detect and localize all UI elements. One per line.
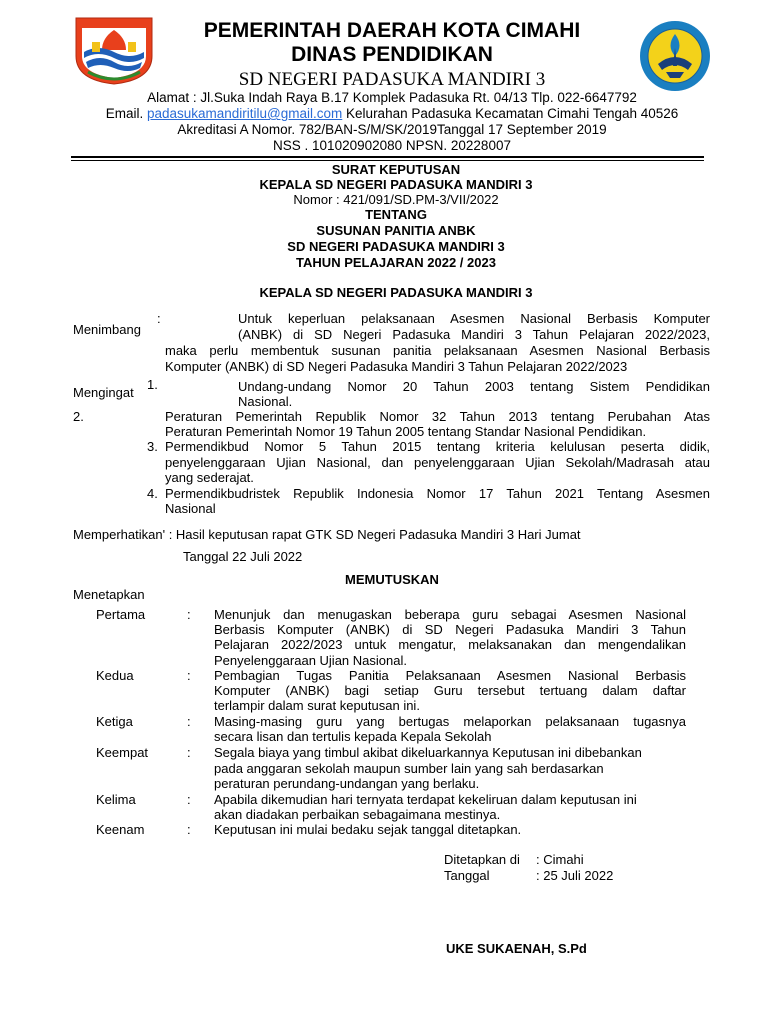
- menetapkan-label: Menetapkan: [73, 587, 145, 602]
- menimbang-colon: :: [157, 311, 161, 326]
- place-value: : Cimahi: [536, 852, 584, 867]
- decision-6-line-1: Keputusan ini mulai bedaku sejak tanggal ditetapkan.: [214, 822, 522, 837]
- menimbang-label: Menimbang: [73, 322, 141, 337]
- mengingat-item-3-line-2: penyelenggaraan Ujian Nasional, dan penyelenggaraan Ujian Sekolah/Madrasah atau: [165, 455, 710, 470]
- decision-4-colon: :: [187, 745, 191, 760]
- mengingat-item-1-line-1: Undang-undang Nomor 20 Tahun 2003 tentang Sistem Pendidikan: [238, 379, 710, 394]
- place-label: Ditetapkan di: [444, 852, 520, 867]
- school-name: SD NEGERI PADASUKA MANDIRI 3: [238, 69, 546, 90]
- decision-4-label: Keempat: [96, 745, 149, 760]
- nss-npsn-line: NSS . 101020902080 NPSN. 20228007: [273, 138, 511, 153]
- decision-4-line-3: peraturan perundang-undangan yang berlaku.: [214, 776, 480, 791]
- decision-1-line-3: Pelajaran 2022/2023 untuk mengatur, melaksanakan dan mengendalikan: [214, 637, 686, 652]
- doc-heading-issuer: KEPALA SD NEGERI PADASUKA MANDIRI 3: [259, 285, 533, 300]
- decision-1-colon: :: [187, 607, 191, 622]
- mengingat-item-2-line-1: Peraturan Pemerintah Republik Nomor 32 Tahun 2013 tentang Perubahan Atas: [165, 409, 710, 424]
- decision-2-line-3: terlampir dalam surat keputusan ini.: [214, 698, 420, 713]
- letterhead-divider-thick: [71, 156, 704, 158]
- decision-1-line-4: Penyelenggaraan Ujian Nasional.: [214, 653, 407, 668]
- decision-3-line-1: Masing-masing guru yang bertugas melaporkan pelaksanaan tugasnya: [214, 714, 686, 729]
- school-address: Alamat : Jl.Suka Indah Raya B.17 Komplek Padasuka Rt. 04/13 Tlp. 022-6647792: [147, 90, 637, 105]
- mengingat-label: Mengingat: [73, 385, 134, 400]
- signatory-name: UKE SUKAENAH, S.Pd: [446, 941, 587, 956]
- decision-6-label: Keenam: [96, 822, 145, 837]
- memutuskan-heading: MEMUTUSKAN: [345, 572, 439, 587]
- doc-number: Nomor : 421/091/SD.PM-3/VII/2022: [293, 192, 499, 207]
- doc-title: SURAT KEPUTUSAN: [331, 162, 461, 177]
- decision-3-line-2: secara lisan dan tertulis kepada Kepala Sekolah: [214, 729, 492, 744]
- decision-1-label: Pertama: [96, 607, 146, 622]
- mengingat-number-4: 4.: [147, 486, 158, 501]
- decision-1-line-2: Berbasis Komputer (ANBK) di SD Negeri Padasuka Mandiri 3 Tahun: [214, 622, 686, 637]
- decision-5-line-2: akan diadakan perbaikan sebagaimana mestinya.: [214, 807, 501, 822]
- memperhatikan-line-1: Memperhatikan' : Hasil keputusan rapat GTK SD Negeri Padasuka Mandiri 3 Hari Jumat: [73, 527, 581, 542]
- decision-1-line-1: Menunjuk dan menugaskan beberapa guru sebagai Asesmen Nasional: [214, 607, 686, 622]
- menimbang-line-2: (ANBK) di SD Negeri Padasuka Mandiri 3 Tahun Pelajaran 2022/2023,: [238, 327, 710, 342]
- decision-2-label: Kedua: [96, 668, 134, 683]
- address-suffix: Kelurahan Padasuka Kecamatan Cimahi Tengah 40526: [346, 106, 679, 121]
- decision-4-line-1: Segala biaya yang timbul akibat dikeluarkannya Keputusan ini dibebankan: [214, 745, 642, 760]
- doc-academic-year: TAHUN PELAJARAN 2022 / 2023: [296, 255, 496, 270]
- decision-3-label: Ketiga: [96, 714, 133, 729]
- mengingat-item-1-line-2: Nasional.: [238, 394, 293, 409]
- memperhatikan-line-2: Tanggal 22 Juli 2022: [183, 549, 303, 564]
- decision-5-label: Kelima: [96, 792, 136, 807]
- letterhead-divider-thin: [71, 160, 704, 161]
- mengingat-number-3: 3.: [147, 439, 158, 454]
- mengingat-item-4-line-1: Permendikbudristek Republik Indonesia Nomor 17 Tahun 2021 Tentang Asesmen: [165, 486, 710, 501]
- decision-5-colon: :: [187, 792, 191, 807]
- decision-5-line-1: Apabila dikemudian hari ternyata terdapat kekeliruan dalam keputusan ini: [214, 792, 637, 807]
- mengingat-item-2-line-2: Peraturan Pemerintah Nomor 19 Tahun 2005 tentang Standar Nasional Pendidikan.: [165, 424, 647, 439]
- email-label: Email.: [105, 106, 144, 121]
- menimbang-line-3: maka perlu membentuk susunan panitia pelaksanaan Asesmen Nasional Berbasis: [165, 343, 710, 358]
- menimbang-line-4: Komputer (ANBK) di SD Negeri Padasuka Mandiri 3 Tahun Pelajaran 2022/2023: [165, 359, 628, 374]
- doc-subject: SUSUNAN PANITIA ANBK: [316, 223, 476, 238]
- department-name: DINAS PENDIDIKAN: [291, 43, 493, 66]
- decision-2-colon: :: [187, 668, 191, 683]
- doc-issuer: KEPALA SD NEGERI PADASUKA MANDIRI 3: [259, 177, 533, 192]
- doc-about-label: TENTANG: [365, 207, 427, 222]
- date-value: : 25 Juli 2022: [536, 868, 614, 883]
- mengingat-number-1: 1.: [147, 377, 158, 392]
- mengingat-item-3-line-1: Permendikbud Nomor 5 Tahun 2015 tentang kriteria kelulusan peserta didik,: [165, 439, 710, 454]
- decision-6-colon: :: [187, 822, 191, 837]
- government-name: PEMERINTAH DAERAH KOTA CIMAHI: [203, 19, 581, 42]
- date-label: Tanggal: [444, 868, 490, 883]
- mengingat-item-3-line-3: yang sederajat.: [165, 470, 254, 485]
- logo-city-text: CIMAHI: [96, 12, 139, 19]
- mengingat-item-4-line-2: Nasional: [165, 501, 216, 516]
- accreditation-line: Akreditasi A Nomor. 782/BAN-S/M/SK/2019Tanggal 17 September 2019: [177, 122, 607, 137]
- decision-3-colon: :: [187, 714, 191, 729]
- mengingat-number-2: 2.: [73, 409, 84, 424]
- doc-subject-school: SD NEGERI PADASUKA MANDIRI 3: [287, 239, 505, 254]
- decision-2-line-1: Pembagian Tugas Panitia Pelaksanaan Asesmen Nasional Berbasis: [214, 668, 686, 683]
- school-contact-line: [8, 106, 768, 122]
- email-link[interactable]: padasukamandiritilu@gmail.com: [146, 106, 343, 121]
- decision-4-line-2: pada anggaran sekolah maupun sumber lain yang sah berdasarkan: [214, 761, 604, 776]
- decision-2-line-2: Komputer (ANBK) bagi setiap Guru tersebut tertuang dalam daftar: [214, 683, 686, 698]
- menimbang-line-1: Untuk keperluan pelaksanaan Asesmen Nasional Berbasis Komputer: [238, 311, 710, 326]
